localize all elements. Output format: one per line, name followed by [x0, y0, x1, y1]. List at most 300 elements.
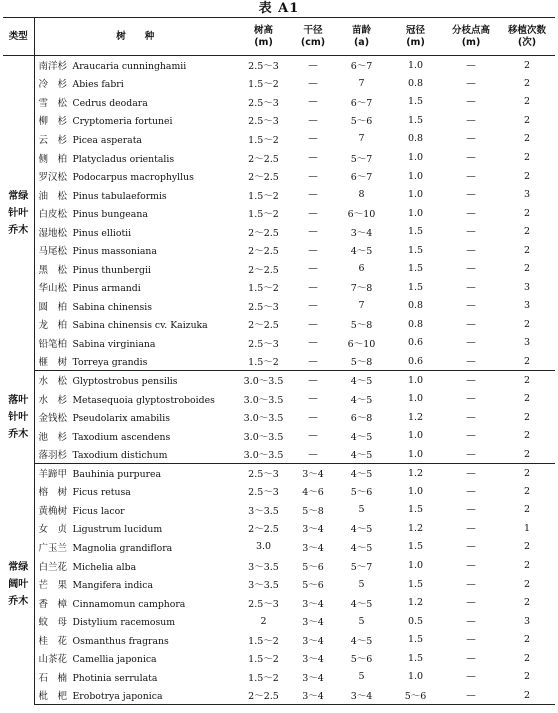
- species-chinese-name: 榧 树: [38, 357, 68, 369]
- table-body: [3, 56, 555, 705]
- cell-dbh: —: [308, 281, 318, 293]
- cell-branch: —: [466, 541, 476, 553]
- cell-branch: —: [466, 281, 476, 293]
- cell-height: 2.5～3: [248, 487, 279, 499]
- cell-age: 4～5: [350, 635, 373, 647]
- species-chinese-name: 落羽杉: [38, 450, 68, 461]
- cell-transplant: 3: [523, 300, 531, 312]
- cell-age: 4～5: [350, 246, 373, 258]
- species-latin-name: Pseudolarix amabilis: [72, 413, 170, 425]
- cell-branch: —: [466, 300, 476, 312]
- cell-age: 5～6: [350, 116, 373, 128]
- species-latin-name: Glyptostrobus pensilis: [72, 376, 178, 388]
- species-latin-name: Michelia alba: [72, 561, 137, 573]
- species-latin-name: Sabina chinensis cv. Kaizuka: [72, 320, 208, 332]
- cell-dbh: 5～6: [302, 580, 324, 592]
- cell-branch: —: [466, 634, 476, 646]
- table-row: [3, 612, 555, 631]
- species-cell: [34, 464, 236, 483]
- species-latin-name: Cinnamomun camphora: [72, 598, 186, 610]
- species-cell: [34, 204, 236, 223]
- cell-branch: —: [466, 226, 476, 238]
- species-chinese-name: 蚊 母: [38, 617, 68, 629]
- cell-crown: 1.5: [407, 263, 424, 275]
- species-cell: [34, 56, 236, 75]
- species-cell: [34, 501, 236, 520]
- species-chinese-name: 华山松: [38, 283, 68, 295]
- species-cell: [34, 93, 236, 112]
- cell-branch: —: [466, 244, 476, 256]
- species-latin-name: Ligustrum lucidum: [72, 524, 163, 536]
- species-chinese-name: 油 松: [38, 190, 68, 202]
- cell-transplant: 2: [523, 578, 531, 590]
- species-chinese-name: 圆 柏: [38, 301, 68, 313]
- species-cell: [34, 649, 236, 668]
- cell-age: 6～7: [350, 97, 373, 109]
- species-cell: [34, 556, 236, 575]
- cell-age: 6～7: [350, 61, 373, 73]
- cell-height: 2.5～3: [248, 598, 279, 610]
- cell-height: 2.5～3: [248, 116, 279, 128]
- cell-age: 5～8: [350, 320, 373, 332]
- header-dbh: 干径 (cm): [291, 18, 335, 56]
- cell-crown: 1.5: [407, 634, 424, 646]
- species-latin-name: Magnolia grandiflora: [72, 542, 173, 554]
- cell-dbh: —: [308, 300, 318, 312]
- cell-age: 3～4: [335, 686, 388, 705]
- species-chinese-name: 芒 果: [38, 580, 68, 592]
- cell-height: 3.0: [255, 541, 272, 553]
- table-row: [3, 482, 555, 501]
- species-chinese-name: 侧 柏: [38, 153, 68, 165]
- cell-height: 2.5～3: [248, 97, 279, 109]
- table-row: [3, 185, 555, 204]
- cell-branch: —: [466, 263, 476, 275]
- species-cell: [34, 686, 236, 705]
- cell-dbh: —: [308, 263, 318, 275]
- cell-dbh: —: [308, 207, 318, 219]
- cell-age: 7: [358, 77, 365, 89]
- cell-branch: —: [466, 522, 476, 534]
- table-row: [3, 408, 555, 427]
- cell-dbh: —: [308, 430, 318, 442]
- nursery-stock-table: [3, 17, 555, 705]
- cell-dbh: —: [308, 318, 318, 330]
- table-row: [3, 371, 555, 390]
- species-latin-name: Photinia serrulata: [72, 672, 158, 684]
- cell-crown: 5～6: [388, 686, 443, 705]
- table-header-row: [3, 18, 555, 56]
- species-chinese-name: 黄桷树: [38, 505, 68, 517]
- cell-crown: 0.8: [407, 318, 424, 330]
- species-cell: [34, 222, 236, 241]
- table-row: [3, 260, 555, 279]
- cell-transplant: 2: [499, 686, 555, 705]
- species-chinese-name: 南洋杉: [38, 61, 68, 73]
- table-row: [3, 538, 555, 557]
- cell-crown: 1.5: [407, 96, 424, 108]
- species-chinese-name: 山茶花: [38, 654, 68, 666]
- cell-transplant: 2: [523, 96, 531, 108]
- cell-transplant: 2: [523, 652, 531, 664]
- cell-branch: —: [466, 430, 476, 442]
- cell-crown: 1.0: [407, 374, 424, 386]
- cell-crown: 1.0: [407, 485, 424, 497]
- species-latin-name: Podocarpus macrophyllus: [72, 172, 194, 184]
- species-latin-name: Pinus massoniana: [72, 246, 157, 258]
- table-row: [3, 352, 555, 371]
- cell-transplant: 3: [523, 189, 531, 201]
- species-cell: [34, 426, 236, 445]
- cell-transplant: 2: [523, 467, 531, 479]
- species-chinese-name: 广玉兰: [38, 542, 68, 554]
- cell-branch: —: [466, 170, 476, 182]
- cell-branch: —: [466, 189, 476, 201]
- cell-branch: —: [443, 686, 499, 705]
- cell-dbh: —: [308, 170, 318, 182]
- cell-age: 6～10: [347, 338, 376, 350]
- table-row: [3, 445, 555, 464]
- cell-age: 6～8: [350, 413, 373, 425]
- header-age: 苗龄 (a): [335, 18, 388, 56]
- cell-dbh: —: [291, 352, 335, 371]
- cell-crown: 0.6: [388, 352, 443, 371]
- header-transplant-count: 移植次数 (次): [499, 18, 555, 56]
- cell-branch: —: [443, 352, 499, 371]
- cell-height: 2～2.5: [248, 153, 279, 165]
- cell-height: 2.5～3: [248, 61, 279, 73]
- cell-height: 1.5～2: [236, 352, 291, 371]
- category-cell: 常绿 阔叶 乔木: [3, 464, 34, 705]
- species-cell: [34, 445, 236, 464]
- cell-transplant: 2: [523, 263, 531, 275]
- cell-branch: —: [466, 318, 476, 330]
- cell-height: 1.5～2: [248, 283, 279, 295]
- cell-branch: —: [466, 504, 476, 516]
- cell-age: 4～5: [350, 598, 373, 610]
- cell-transplant: 3: [523, 281, 531, 293]
- species-chinese-name: 羊蹄甲: [38, 469, 68, 481]
- species-latin-name: Pinus bungeana: [72, 209, 148, 221]
- cell-branch: —: [466, 411, 476, 423]
- species-cell: [34, 185, 236, 204]
- cell-crown: 0.8: [407, 77, 424, 89]
- cell-dbh: —: [308, 337, 318, 349]
- cell-height: 2～2.5: [248, 246, 279, 258]
- cell-dbh: 3～4: [302, 469, 324, 481]
- cell-transplant: 2: [523, 374, 531, 386]
- species-chinese-name: 马尾松: [38, 246, 68, 258]
- species-latin-name: Bauhinia purpurea: [72, 469, 162, 481]
- table-row: [3, 167, 555, 186]
- cell-transplant: 2: [523, 671, 531, 683]
- species-cell: [34, 297, 236, 316]
- species-cell: [34, 593, 236, 612]
- cell-transplant: 2: [523, 226, 531, 238]
- cell-branch: —: [466, 393, 476, 405]
- cell-crown: 1.2: [407, 522, 424, 534]
- species-cell: [34, 482, 236, 501]
- table-row: [3, 575, 555, 594]
- cell-branch: —: [466, 337, 476, 349]
- cell-age: 5: [358, 578, 365, 590]
- species-chinese-name: 罗汉松: [38, 172, 68, 184]
- header-crown: 冠径 (m): [388, 18, 443, 56]
- table-row: [3, 148, 555, 167]
- species-chinese-name: 雪 松: [38, 97, 68, 109]
- table-title: 表 A1: [258, 1, 300, 16]
- cell-crown: 1.0: [388, 445, 443, 464]
- cell-height: 2: [260, 615, 267, 627]
- species-cell: [34, 519, 236, 538]
- species-chinese-name: 冷 杉: [38, 79, 68, 91]
- species-latin-name: Sabina virginiana: [72, 338, 156, 350]
- species-cell: [34, 352, 236, 371]
- table-row: [3, 593, 555, 612]
- cell-transplant: 2: [523, 133, 531, 145]
- cell-age: 6～7: [350, 172, 373, 184]
- cell-height: 2.5～3: [248, 338, 279, 350]
- cell-transplant: 2: [523, 207, 531, 219]
- cell-age: 4～5: [335, 445, 388, 464]
- species-latin-name: Araucaria cunninghamii: [72, 61, 187, 73]
- table-row: [3, 111, 555, 130]
- cell-height: 1.5～2: [248, 134, 279, 146]
- cell-height: 1.5～2: [248, 654, 279, 666]
- cell-crown: 1.5: [407, 114, 424, 126]
- species-cell: [34, 668, 236, 687]
- cell-dbh: —: [308, 226, 318, 238]
- cell-age: 6: [358, 263, 365, 275]
- cell-age: 5～6: [350, 654, 373, 666]
- species-latin-name: Mangifera indica: [72, 580, 153, 592]
- cell-crown: 1.0: [407, 170, 424, 182]
- species-cell: [34, 630, 236, 649]
- species-cell: [34, 148, 236, 167]
- species-latin-name: Taxodium distichum: [72, 450, 168, 461]
- cell-height: 2.5～3: [248, 301, 279, 313]
- species-chinese-name: 枇 杷: [38, 691, 68, 703]
- species-cell: [34, 130, 236, 149]
- cell-age: 5: [358, 615, 365, 627]
- table-row: [3, 204, 555, 223]
- cell-height: 2～2.5: [248, 524, 279, 536]
- cell-branch: —: [466, 133, 476, 145]
- cell-dbh: —: [308, 244, 318, 256]
- cell-branch: —: [466, 114, 476, 126]
- cell-branch: —: [466, 77, 476, 89]
- header-species: 树 种: [34, 18, 236, 56]
- cell-age: 7: [358, 300, 365, 312]
- cell-transplant: 2: [523, 393, 531, 405]
- cell-height: 1.5～2: [248, 672, 279, 684]
- cell-crown: 1.5: [407, 541, 424, 553]
- cell-age: 5～8: [335, 352, 388, 371]
- cell-crown: 1.0: [407, 671, 424, 683]
- species-cell: [34, 260, 236, 279]
- cell-age: 8: [358, 189, 365, 201]
- cell-branch: —: [466, 560, 476, 572]
- table-row: [3, 315, 555, 334]
- table-row: [3, 74, 555, 93]
- species-chinese-name: 榕 树: [38, 487, 68, 499]
- cell-age: 4～5: [350, 431, 373, 443]
- cell-crown: 1.2: [407, 597, 424, 609]
- species-chinese-name: 石 楠: [38, 672, 68, 684]
- cell-age: 4～5: [350, 469, 373, 481]
- cell-crown: 1.0: [407, 393, 424, 405]
- cell-dbh: 5～6: [302, 561, 324, 573]
- cell-branch: —: [466, 59, 476, 71]
- cell-branch: —: [466, 96, 476, 108]
- table-row: [3, 389, 555, 408]
- species-chinese-name: 女 贞: [38, 524, 68, 536]
- cell-crown: 1.5: [407, 652, 424, 664]
- species-latin-name: Abies fabri: [72, 79, 124, 91]
- species-chinese-name: 云 杉: [38, 134, 68, 146]
- species-chinese-name: 桂 花: [38, 635, 68, 647]
- cell-height: 1.5～2: [248, 79, 279, 91]
- species-latin-name: Cedrus deodara: [72, 97, 148, 109]
- table-row: [3, 686, 555, 705]
- table-row: [3, 464, 555, 483]
- header-branch-height: 分枝点高 (m): [443, 18, 499, 56]
- cell-height: 3.0～3.5: [243, 376, 284, 388]
- cell-transplant: 2: [523, 634, 531, 646]
- cell-transplant: 2: [523, 411, 531, 423]
- species-cell: [34, 74, 236, 93]
- cell-height: 3.0～3.5: [243, 431, 284, 443]
- cell-dbh: —: [308, 189, 318, 201]
- cell-height: 1.5～2: [248, 635, 279, 647]
- cell-transplant: 3: [523, 615, 531, 627]
- cell-crown: 1.2: [407, 411, 424, 423]
- cell-branch: —: [466, 374, 476, 386]
- cell-dbh: —: [308, 374, 318, 386]
- species-latin-name: Taxodium ascendens: [72, 431, 171, 443]
- table-row: [3, 649, 555, 668]
- species-chinese-name: 龙 柏: [38, 320, 68, 332]
- cell-branch: —: [443, 445, 499, 464]
- species-latin-name: Platycladus orientalis: [72, 153, 175, 165]
- cell-age: 5～7: [350, 561, 373, 573]
- cell-transplant: 2: [523, 541, 531, 553]
- cell-transplant: 2: [523, 152, 531, 163]
- cell-age: 5: [358, 504, 365, 516]
- header-type: 类型: [3, 18, 34, 56]
- cell-height: 3.0～3.5: [243, 394, 284, 406]
- cell-dbh: 3～4: [302, 598, 324, 610]
- cell-age: 7～8: [350, 283, 373, 295]
- table-row: [3, 630, 555, 649]
- cell-transplant: 2: [523, 170, 531, 182]
- cell-dbh: 3～4: [302, 635, 324, 647]
- cell-crown: 1.5: [407, 281, 424, 293]
- cell-height: 1.5～2: [248, 190, 279, 202]
- table-row: [3, 297, 555, 316]
- cell-age: 5: [358, 671, 365, 683]
- cell-dbh: 3～4: [302, 524, 324, 536]
- cell-transplant: 2: [523, 430, 531, 442]
- cell-age: 5～7: [350, 153, 373, 165]
- cell-dbh: —: [308, 152, 318, 163]
- species-cell: [34, 408, 236, 427]
- species-latin-name: Distylium racemosum: [72, 617, 176, 629]
- cell-crown: 1.0: [407, 59, 424, 71]
- table-row: [3, 93, 555, 112]
- species-chinese-name: 金钱松: [38, 413, 68, 425]
- cell-age: 4～5: [350, 394, 373, 406]
- cell-height: 3.0～3.5: [236, 445, 291, 464]
- species-cell: [34, 538, 236, 557]
- species-chinese-name: 柳 杉: [38, 116, 68, 128]
- cell-branch: —: [466, 152, 476, 163]
- cell-dbh: 3～4: [302, 654, 324, 666]
- cell-crown: 1.0: [407, 189, 424, 201]
- cell-height: 2～2.5: [248, 172, 279, 184]
- table-row: [3, 668, 555, 687]
- table-row: [3, 519, 555, 538]
- cell-age: 4～5: [350, 542, 373, 554]
- table-row: [3, 278, 555, 297]
- cell-transplant: 2: [523, 244, 531, 256]
- category-cell: 落叶 针叶 乔木: [3, 371, 34, 464]
- table-row: [3, 556, 555, 575]
- species-cell: [34, 315, 236, 334]
- cell-height: 1.5～2: [248, 209, 279, 221]
- cell-height: 2～2.5: [248, 264, 279, 276]
- species-latin-name: Pinus armandi: [72, 283, 141, 295]
- species-chinese-name: 铅笔柏: [38, 338, 68, 350]
- species-chinese-name: 白兰花: [38, 561, 68, 573]
- species-cell: [34, 575, 236, 594]
- cell-age: 4～5: [350, 524, 373, 536]
- cell-transplant: 2: [523, 560, 531, 572]
- cell-crown: 0.8: [407, 300, 424, 312]
- cell-transplant: 2: [523, 59, 531, 71]
- cell-dbh: —: [308, 411, 318, 423]
- species-latin-name: Osmanthus fragrans: [72, 635, 169, 647]
- species-latin-name: Picea asperata: [72, 134, 142, 146]
- cell-dbh: 5～8: [302, 505, 324, 517]
- cell-transplant: 2: [523, 504, 531, 516]
- cell-branch: —: [466, 207, 476, 219]
- species-cell: [34, 278, 236, 297]
- cell-crown: 1.5: [407, 226, 424, 238]
- cell-height: 3.0～3.5: [243, 413, 284, 425]
- table-row: [3, 241, 555, 260]
- species-cell: [34, 389, 236, 408]
- cell-transplant: 2: [523, 485, 531, 497]
- species-latin-name: Erobotrya japonica: [72, 691, 163, 703]
- cell-crown: 0.8: [407, 133, 424, 145]
- cell-crown: 1.0: [407, 152, 424, 163]
- species-latin-name: Ficus lacor: [72, 505, 125, 517]
- species-cell: [34, 334, 236, 353]
- species-chinese-name: 湿地松: [38, 227, 68, 239]
- table-row: [3, 130, 555, 149]
- cell-dbh: —: [308, 96, 318, 108]
- species-latin-name: Pinus thunbergii: [72, 264, 151, 276]
- cell-branch: —: [466, 467, 476, 479]
- cell-dbh: 3～4: [291, 686, 335, 705]
- cell-height: 3～3.5: [248, 505, 279, 517]
- table-row: [3, 334, 555, 353]
- cell-age: 7: [358, 133, 365, 145]
- cell-age: 4～5: [350, 376, 373, 388]
- table-row: [3, 501, 555, 520]
- cell-dbh: 3～4: [302, 672, 324, 684]
